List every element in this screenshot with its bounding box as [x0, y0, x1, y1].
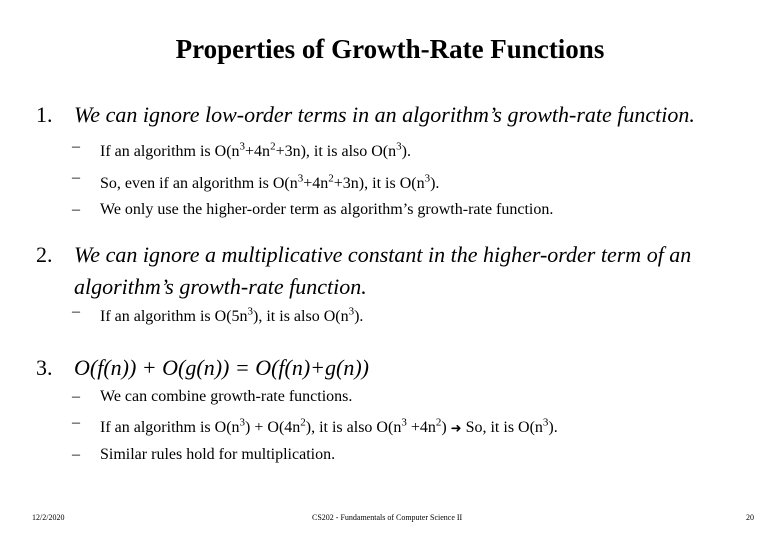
dash-bullet: –: [72, 169, 80, 187]
footer-date: 12/2/2020: [32, 513, 65, 522]
dash-bullet: –: [72, 303, 80, 320]
point-2: [36, 239, 770, 303]
point-number: 3.: [36, 355, 53, 380]
sub-point-text: So, it is $O(n^3)$.: [465, 417, 558, 437]
sub-point: [72, 410, 762, 442]
dash-bullet: –: [72, 414, 80, 431]
sub-point: [72, 134, 762, 165]
right-arrow-icon: ➜: [450, 421, 462, 437]
point-text: O(f(n)) + O(g(n)) = O(f(n)+g(n)): [74, 355, 369, 380]
sub-point: [72, 299, 762, 330]
sub-point-text: If an algorithm is $O(n^3) + O(4n^2)$, it is also $O(n^3 +4n^2)$: [100, 417, 447, 437]
sub-point: [72, 384, 762, 410]
point-text: We can ignore a multiplicative constant in the higher-order term of an algorithm’s growth-rate function.: [74, 242, 692, 299]
point-1: [36, 99, 770, 131]
point-text: We can ignore low-order terms in an algorithm’s growth-rate function.: [74, 102, 695, 127]
sub-point: [72, 442, 762, 468]
sub-point: [72, 197, 762, 223]
point-number: 2.: [36, 242, 53, 267]
sub-point-text: Similar rules hold for multiplication.: [100, 446, 336, 464]
sub-point-text: So, even if an algorithm is $O(n^3+4n^2+3n)$, it is $O(n^3)$.: [100, 172, 440, 192]
point-3-subpoints: [72, 384, 762, 468]
sub-point-text: If an algorithm is $O(n^3+4n^2+3n)$, it is also $O(n^3)$.: [100, 141, 411, 161]
point-2-subpoints: [72, 299, 762, 330]
sub-point: [72, 165, 762, 196]
sub-point-text: If an algorithm is $O(5n^3)$, it is also $O(n^3)$.: [100, 306, 364, 326]
dash-bullet: –: [72, 138, 80, 155]
dash-bullet: –: [72, 200, 80, 218]
slide-title: Properties of Growth-Rate Functions: [175, 34, 605, 64]
sub-point-text: We only use the higher-order term as algorithm’s growth-rate function.: [100, 200, 554, 218]
dash-bullet: –: [72, 388, 80, 405]
footer-page-number: 20: [746, 513, 754, 522]
point-3: [36, 352, 770, 384]
point-1-subpoints: [72, 134, 762, 223]
dash-bullet: –: [72, 446, 80, 464]
footer-course: CS202 - Fundamentals of Computer Science II: [312, 513, 463, 522]
point-number: 1.: [36, 102, 53, 127]
sub-point-text: We can combine growth-rate functions.: [100, 388, 353, 405]
